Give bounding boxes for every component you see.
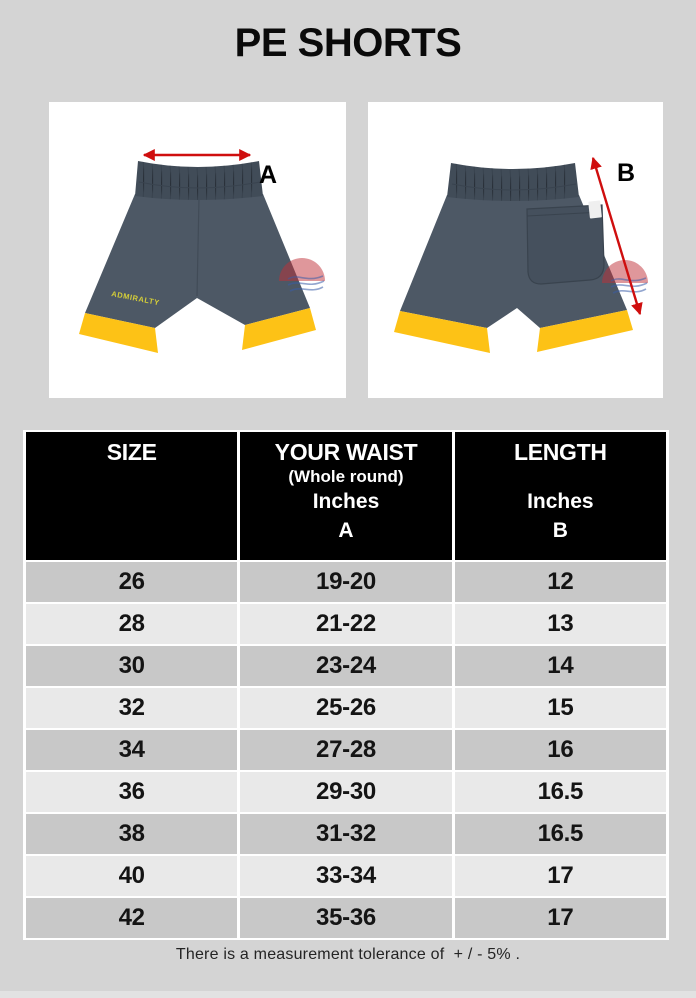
- front-shorts-figure: [49, 102, 346, 398]
- length-header-line1: LENGTH: [513, 439, 607, 465]
- care-tag: [588, 200, 602, 218]
- size-cell: 34: [26, 730, 237, 770]
- length-measure-label: B: [617, 159, 636, 187]
- brand-text: ADMIRALTY: [110, 289, 161, 308]
- back-waistband: [447, 163, 579, 201]
- length-cell: 17: [455, 898, 666, 938]
- back-shorts-figure: [368, 102, 663, 398]
- waist-cell: 19-20: [240, 562, 451, 602]
- page-title: PE SHORTS: [234, 21, 462, 65]
- length-cell: 16: [455, 730, 666, 770]
- table-row: [26, 898, 666, 938]
- size-cell: 40: [26, 856, 237, 896]
- waist-cell: 33-34: [240, 856, 451, 896]
- waist-header-line3: Inches: [312, 490, 380, 513]
- size-header-label: SIZE: [106, 439, 157, 465]
- size-cell: 32: [26, 688, 237, 728]
- size-cell: 42: [26, 898, 237, 938]
- waist-measure-label: A: [259, 161, 278, 189]
- waist-cell: 35-36: [240, 898, 451, 938]
- length-cell: 14: [455, 646, 666, 686]
- col-header-size: [26, 432, 237, 560]
- size-cell: 26: [26, 562, 237, 602]
- back-view-card: [368, 102, 663, 398]
- table-row: [26, 646, 666, 686]
- length-cell: 12: [455, 562, 666, 602]
- size-table: [23, 430, 669, 940]
- size-cell: 38: [26, 814, 237, 854]
- table-row: [26, 604, 666, 644]
- col-header-waist: [240, 432, 451, 560]
- front-waistband: [135, 161, 263, 200]
- table-row: [26, 856, 666, 896]
- waist-cell: 25-26: [240, 688, 451, 728]
- waist-cell: 27-28: [240, 730, 451, 770]
- waist-cell: 23-24: [240, 646, 451, 686]
- waist-header-line4: A: [338, 519, 354, 542]
- table-row: [26, 562, 666, 602]
- length-header-line2: [455, 466, 666, 488]
- front-view-card: [49, 102, 346, 398]
- length-cell: 16.5: [455, 814, 666, 854]
- table-row: [26, 814, 666, 854]
- waist-cell: 31-32: [240, 814, 451, 854]
- size-cell: 28: [26, 604, 237, 644]
- bottom-strip: [0, 991, 696, 998]
- waist-cell: 29-30: [240, 772, 451, 812]
- length-cell: 13: [455, 604, 666, 644]
- length-header-line3: Inches: [527, 490, 594, 513]
- waist-header-line2: (Whole round): [288, 467, 404, 486]
- table-header-row: [26, 432, 666, 560]
- waist-cell: 21-22: [240, 604, 451, 644]
- length-header-line4: B: [552, 519, 568, 542]
- length-cell: 17: [455, 856, 666, 896]
- size-cell: 36: [26, 772, 237, 812]
- length-cell: 15: [455, 688, 666, 728]
- table-row: [26, 730, 666, 770]
- tolerance-note: There is a measurement tolerance of + / - 5% .: [175, 946, 521, 963]
- table-row: [26, 772, 666, 812]
- size-cell: 30: [26, 646, 237, 686]
- length-cell: 16.5: [455, 772, 666, 812]
- col-header-length: [455, 432, 666, 560]
- waist-header-line1: YOUR WAIST: [274, 439, 418, 465]
- table-row: [26, 688, 666, 728]
